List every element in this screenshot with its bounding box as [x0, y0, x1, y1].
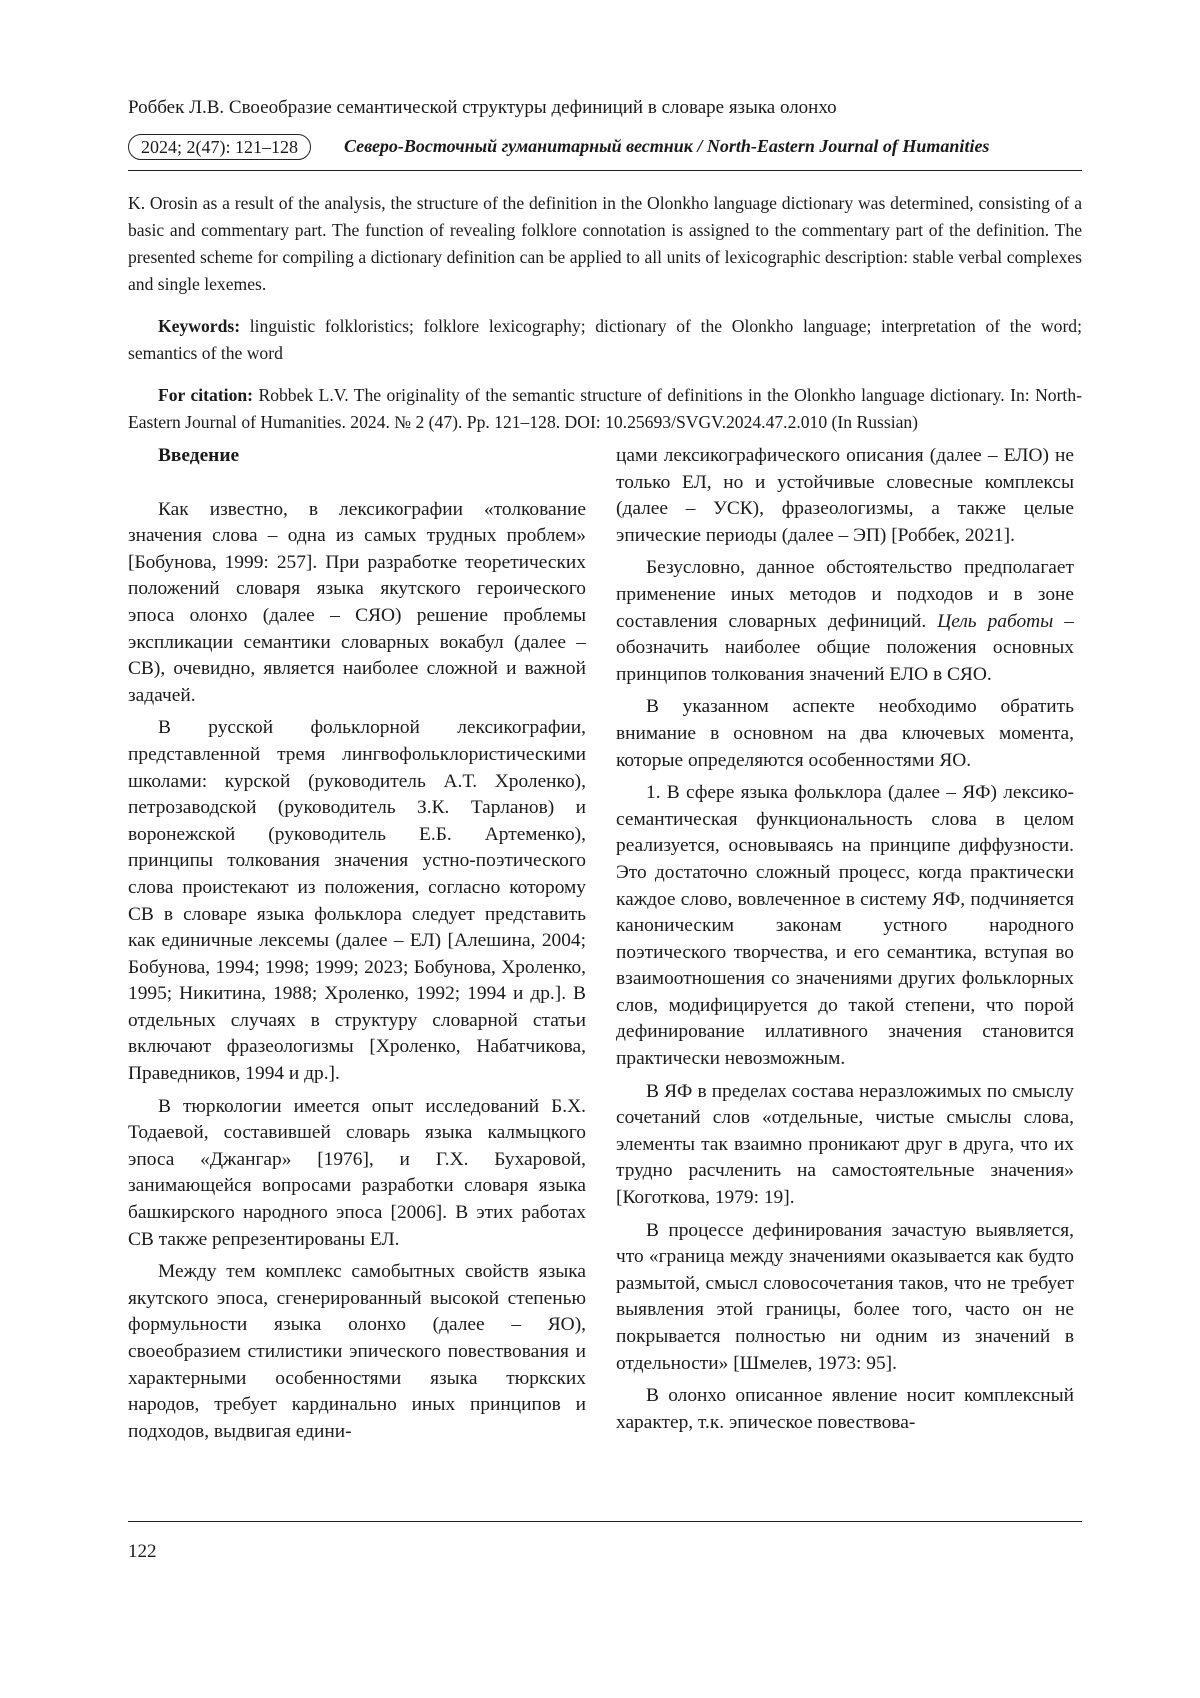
citation-text: Robbek L.V. The originality of the semantic structure of definitions in the Olonkho language dictionary. In: North-Eastern Journal of Humanities. 2024. № 2 (47). Pp. 121–128. DOI: 10.25693/SVGV.2024.47.2.010 (In Russian) — [128, 385, 1082, 432]
paragraph: В олонхо описанное явление носит комплексный характер, т.к. эпическое повествова- — [616, 1385, 1074, 1433]
paragraph: В процессе дефинирования зачастую выявляется, что «граница между значениями оказывается как будто размытой, смысл словосочетания таков, что не требует выявления этой границы, более того, часто он не покрывается полностью ни одним из значений в отдельности» [Шмелев, 1973: 95]. — [616, 1219, 1074, 1374]
paragraph: Как известно, в лексикографии «толкование значения слова – одна из самых трудных проблем» [Бобунова, 1999: 257]. При разработке теоретических положений словаря языка якутского героического эпоса олонхо (далее – СЯО) решение проблемы экспликации семантики словарных вокабул (далее – СВ), очевидно, является наиболее сложной и важной задачей. — [128, 498, 586, 706]
paragraph: В ЯФ в пределах состава неразложимых по смыслу сочетаний слов «отдельные, чистые смыслы слова, элементы так взаимно проникают друг в друга, что их трудно расчленить на самостоятельные значения» [Коготкова, 1979: 19]. — [616, 1080, 1074, 1209]
abstract-block — [128, 190, 1082, 436]
journal-header — [128, 134, 1082, 171]
left-column — [128, 443, 586, 1445]
paragraph-text: Безусловно, данное обстоятельство предполагает применение иных методов и подходов и в зоне составления словарных дефиниций. — [616, 557, 1074, 632]
citation — [128, 382, 1082, 436]
keywords-text: linguistic folkloristics; folklore lexicography; dictionary of the Olonkho language; interpretation of the word; semantics of the word — [128, 316, 1082, 363]
keywords-label: Keywords: — [158, 316, 241, 336]
paragraph: 1. В сфере языка фольклора (далее – ЯФ) лексико-семантическая функциональность слова в целом реализуется, основываясь на принципе диффузности. Это достаточно сложный процесс, когда практически каждое слово, вовлеченное в систему ЯФ, подчиняется каноническим законам устного народного поэтического творчества, и его семантика, вступая во взаимоотношения со значениями других фольклорных слов, модифицируется до такой степени, что порой дефинирование иллативного значения становится практически невозможным. — [616, 782, 1074, 1070]
paragraph: В тюркологии имеется опыт исследований Б.Х. Тодаевой, составившей словарь языка калмыцкого эпоса «Джангар» [1976], и Г.Х. Бухаровой, занимающейся вопросами разработки словаря языка башкирского народного эпоса [2006]. В этих работах СВ также репрезентированы ЕЛ. — [128, 1095, 586, 1250]
citation-label: For citation: — [158, 385, 254, 405]
paragraph-continuation: цами лексикографического описания (далее – ЕЛО) не только ЕЛ, но и устойчивые словесные комплексы (далее – УСК), фразеологизмы, а также целые эпические периоды (далее – ЭП) [Роббек, 2021]. — [616, 445, 1074, 546]
section-heading: Введение — [158, 445, 240, 466]
running-title: Роббек Л.В. Своеобразие семантической структуры дефиниций в словаре языка олонхо — [128, 97, 837, 118]
journal-name: Северо-Восточный гуманитарный вестник / North-Eastern Journal of Humanities — [344, 136, 990, 156]
footer-rule — [128, 1521, 1082, 1522]
keywords — [128, 313, 1082, 367]
paragraph: Между тем комплекс самобытных свойств языка якутского эпоса, сгенерированный высокой степенью формульности языка олонхо (далее – ЯО), своеобразием стилистики эпического повествования и характерными особенностями языка тюркских народов, требует кардинально иных принципов и подходов, выдвигая едини- — [128, 1261, 586, 1442]
right-column — [616, 443, 1074, 1436]
paragraph: В указанном аспекте необходимо обратить внимание в основном на два ключевых момента, которые определяются особенностями ЯО. — [616, 696, 1074, 771]
page-number: 122 — [128, 1541, 157, 1562]
paragraph: В русской фольклорной лексикографии, представленной тремя лингвофольклористическими школами: курской (руководитель А.Т. Хроленко), петрозаводской (руководитель З.К. Тарланов) и воронежской (руководитель Е.Б. Артеменко), принципы толкования значения устно-поэтического слова проистекают из положения, согласно которому СВ в словаре языка фольклора следует представить как единичные лексемы (далее – ЕЛ) [Алешина, 2004; Бобунова, 1994; 1998; 1999; 2023; Бобунова, Хроленко, 1995; Никитина, 1988; Хроленко, 1992; 1994 и др.]. В отдельных случаях в структуру словарной статьи включают фразеологизмы [Хроленко, Набатчикова, Праведников, 1994 и др.]. — [128, 717, 586, 1085]
issue-badge: 2024; 2(47): 121–128 — [128, 134, 311, 160]
italic-term: Цель работы — [937, 610, 1054, 632]
paragraph — [616, 555, 1074, 688]
paragraph-text: – обозначить наиболее общие положения основных принципов толкования значений ЕЛО в СЯО. — [616, 610, 1074, 685]
abstract-text: K. Orosin as a result of the analysis, the structure of the definition in the Olonkho language dictionary was determined, consisting of a basic and commentary part. The function of revealing folklore connotation is assigned to the commentary part of the definition. The presented scheme for compiling a dictionary definition can be applied to all units of lexicographic description: stable verbal complexes and single lexemes. — [128, 193, 1082, 294]
